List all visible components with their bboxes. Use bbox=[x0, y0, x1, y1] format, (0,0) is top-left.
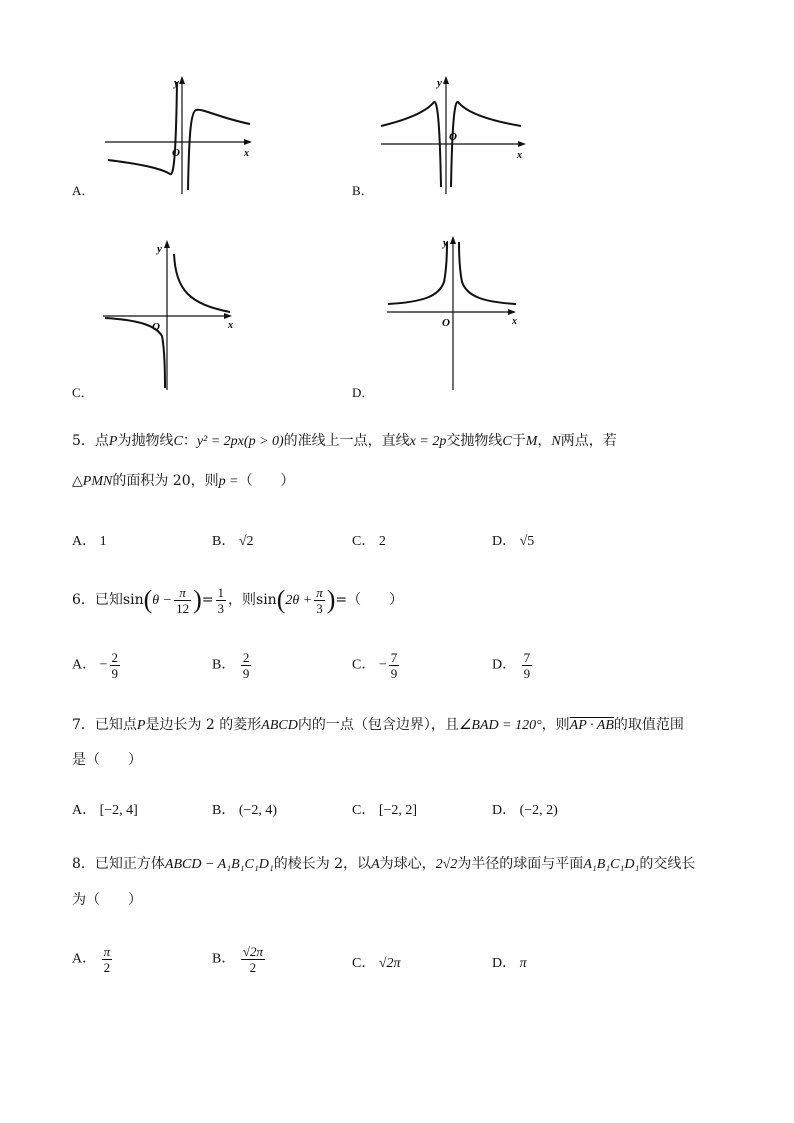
x-axis-label: x bbox=[244, 148, 249, 159]
question-6-line-1: 6．已知sin(θ − $\frac{\pi}{12}$ )= $\frac{1}{3}$ ，则sin(2θ + $\frac{\pi}{3}$ )=（ ） bbox=[72, 584, 404, 616]
option-label: A． bbox=[72, 183, 95, 198]
choice-a[interactable]: A． 1 bbox=[72, 534, 107, 549]
y-axis-label: y bbox=[174, 77, 179, 89]
graph-a bbox=[100, 72, 265, 197]
graph-c bbox=[100, 236, 245, 392]
question-7-line-2: 是（ ） bbox=[72, 752, 142, 768]
parabola-equation: y² = 2px(p > 0) bbox=[196, 434, 284, 449]
plane-name: A₁B₁C₁D₁ bbox=[583, 857, 640, 872]
line-equation: x = 2p bbox=[409, 434, 447, 449]
question-7-line-1: 7．已知点P是边长为 2 的菱形ABCD内的一点（包含边界），且∠BAD = 120°，则AP · AB的取值范围 bbox=[72, 717, 684, 733]
x-axis-label: x bbox=[228, 320, 233, 331]
y-axis-label: y bbox=[443, 237, 448, 249]
option-label: B． bbox=[352, 183, 374, 198]
cube-name: ABCD − A₁B₁C₁D₁ bbox=[164, 857, 274, 872]
question-8-line-2: 为（ ） bbox=[72, 892, 142, 908]
origin-label: O bbox=[152, 321, 160, 333]
choice-c[interactable]: C． − $\frac{7}{9}$ bbox=[352, 650, 398, 681]
choice-a[interactable]: A． $\frac{\pi}{2}$ bbox=[72, 944, 111, 975]
choice-d[interactable]: D． √5 bbox=[492, 534, 535, 549]
choice-b[interactable]: B． (−2, 4) bbox=[212, 803, 278, 818]
origin-label: O bbox=[449, 131, 457, 143]
x-axis-label: x bbox=[517, 150, 522, 161]
question-8-line-1: 8．已知正方体ABCD − A₁B₁C₁D₁的棱长为 2，以A为球心，2√2为半径的球面与平面A₁B₁C₁D₁的交线长 bbox=[72, 856, 696, 872]
choice-d[interactable]: D． $\frac{7}{9}$ bbox=[492, 650, 531, 681]
choice-a[interactable]: A． − $\frac{2}{9}$ bbox=[72, 650, 119, 681]
graph-b bbox=[376, 72, 536, 197]
choice-d[interactable]: D． (−2, 2) bbox=[492, 803, 558, 818]
y-axis-label: y bbox=[157, 243, 162, 255]
question-5-line-1: 5．点P为抛物线C：y² = 2px(p > 0)的准线上一点，直线x = 2p交抛物线C于M，N两点，若 bbox=[72, 433, 617, 449]
x-axis-label: x bbox=[512, 316, 517, 327]
question-5-line-2: △PMN的面积为 20，则p =（ ） bbox=[72, 473, 295, 489]
option-label: C． bbox=[72, 385, 94, 400]
choice-a[interactable]: A． [−2, 4] bbox=[72, 803, 138, 818]
angle-expression: ∠BAD = 120° bbox=[458, 718, 542, 733]
choice-b[interactable]: B． √2 bbox=[212, 534, 254, 549]
dot-product-expression: AP · AB bbox=[569, 718, 614, 733]
choice-b[interactable]: B． $\frac{√2\pi}{2}$ bbox=[212, 944, 263, 975]
radius-value: 2√2 bbox=[435, 857, 458, 872]
choice-c[interactable]: C． √2π bbox=[352, 956, 401, 971]
choice-c[interactable]: C． [−2, 2] bbox=[352, 803, 418, 818]
origin-label: O bbox=[172, 147, 180, 159]
choice-b[interactable]: B． $\frac{2}{9}$ bbox=[212, 650, 250, 681]
choice-d[interactable]: D． π bbox=[492, 956, 527, 971]
option-label: D． bbox=[352, 385, 375, 400]
origin-label: O bbox=[442, 317, 450, 329]
y-axis-label: y bbox=[437, 77, 442, 89]
graph-d bbox=[384, 232, 524, 392]
choice-c[interactable]: C． 2 bbox=[352, 534, 386, 549]
